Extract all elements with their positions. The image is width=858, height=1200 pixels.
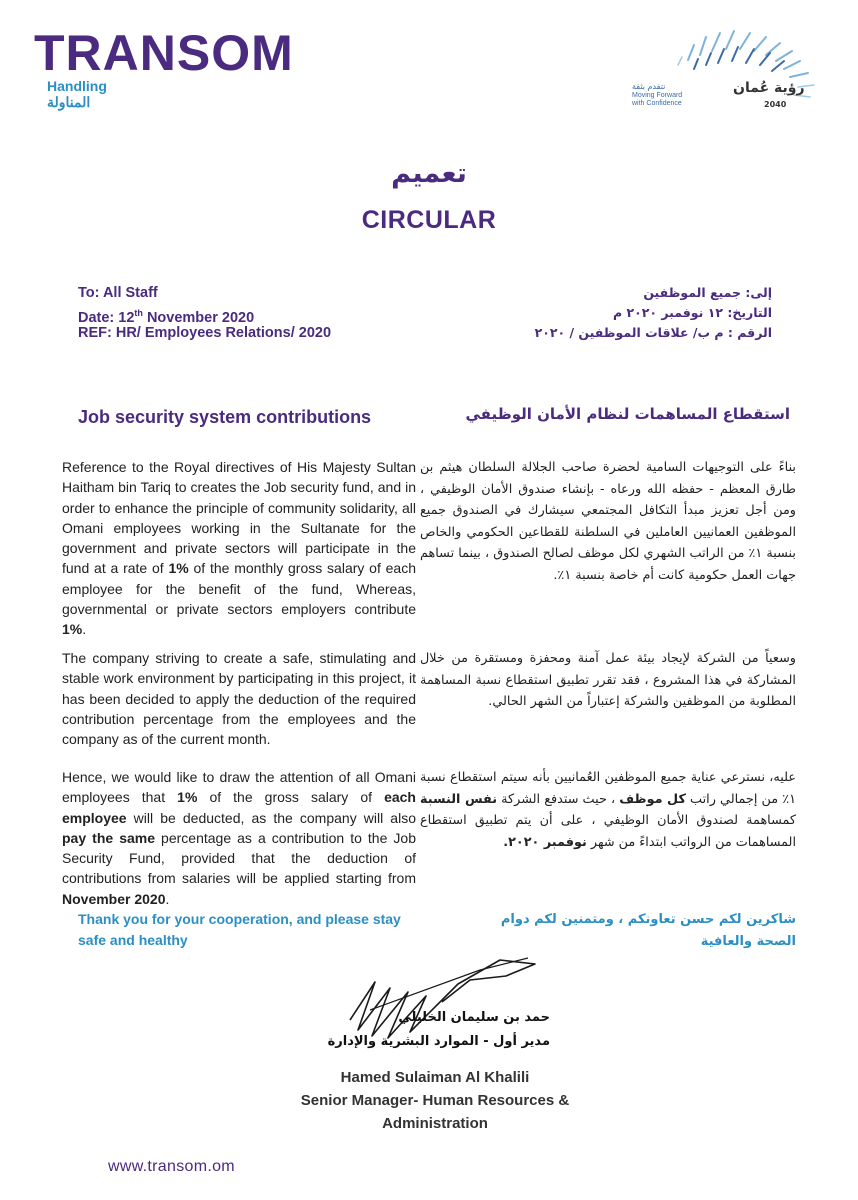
body-paragraph-en-2: The company striving to create a safe, stimulating and stable work environment by participating in this project, it has been decided to apply the deduction of the required contribution percentage from the employees and the company as of the current month. xyxy=(62,650,416,748)
body-paragraph-ar-1: بناءً على التوجيهات السامية لحضرة صاحب الجلالة السلطان هيثم بن طارق المعظم - حفظه الله ورعاه - بإنشاء صندوق الأمان الوظيفي ، ومن أجل تعزيز مبدأ التكافل المجتمعي سيشارك في الصندوق جميع الموظفين العمانيين العاملين في السلطنة للقطاعين الحكومي والخاص بنسبة ١٪ من الراتب الشهري لكل موظف لصالح الصندوق ، بينما تساهم جهات العمل حكومية كانت أم خاصة بنسبة ١٪. xyxy=(420,460,796,583)
subject-heading-en: Job security system contributions xyxy=(78,407,372,427)
website-link[interactable]: www.transom.om xyxy=(108,1158,235,1175)
title-english: CIRCULAR xyxy=(361,206,497,234)
vision-tagline-en-line1: Moving Forward xyxy=(632,92,683,99)
body-paragraph-en-3: Hence, we would like to draw the attention of all Omani employees that 1% of the gross salary of each employee will be deducted, as the company will also pay the same percentage as a contribution to the Job Security Fund, provided that the deduction of contributions from salaries will be applied starting from November 2020. xyxy=(62,769,416,907)
signatory-title-en-1: Senior Manager- Human Resources & xyxy=(300,1092,570,1109)
date-line-ar: التاريخ: ١٢ نوفمبر ٢٠٢٠ م xyxy=(612,305,772,320)
signatory-block-en xyxy=(270,1066,600,1135)
body-paragraph-ar-2: وسعياً من الشركة لإيجاد بيئة عمل آمنة ومحفزة ومستقرة من خلال المشاركة في هذا المشروع ، فقد تقرر تطبيق استقطاع نسبة المساهمة المطلوبة من الموظفين والشركة إعتباراً من الشهر الحالي. xyxy=(420,651,796,709)
date-month-year: November 2020 xyxy=(142,309,255,326)
body-paragraph-en-1: Reference to the Royal directives of His Majesty Sultan Haitham bin Tariq to creates the Job security fund, and in order to enhance the principle of community solidarity, all Omani employees working in the Sultanate for the government and private sectors will participate in the fund at a rate of 1% of the monthly gross salary of each employee for the benefit of the fund, Whereas, governmental or private sectors employers contribute 1%. xyxy=(62,459,417,638)
signatory-title-ar: مدير أول - الموارد البشرية والإدارة xyxy=(327,1034,550,1049)
vision-year: 2040 xyxy=(764,100,787,109)
date-prefix: Date: 12 xyxy=(78,309,135,326)
body-paragraph-ar-3: عليه، نسترعي عناية جميع الموظفين العُمانيين بأنه سيتم استقطاع نسبة ١٪ من إجمالي راتب كل موظف ، حيث ستدفع الشركة نفس النسبة كمساهمة لصندوق الأمان الوظيفي ، على أن يتم تطبيق استقطاع المساهمات من الرواتب ابتداءً من شهر نوفمبر ٢٠٢٠. xyxy=(420,770,796,850)
vision-tagline-en-line2: with Confidence xyxy=(632,100,682,107)
to-line-en: To: All Staff xyxy=(78,285,158,301)
vision-tagline-ar: نتقدم بثقة xyxy=(632,82,666,91)
closing-en: Thank you for your cooperation, and please stay safe and healthy xyxy=(78,911,401,948)
handwritten-signature xyxy=(330,940,550,1040)
subject-heading-ar: استقطاع المساهمات لنظام الأمان الوظيفي xyxy=(465,405,790,423)
vision-tagline-en xyxy=(632,92,682,108)
company-logo: TRANSOM xyxy=(34,25,294,81)
ref-line-en: REF: HR/ Employees Relations/ 2020 xyxy=(78,325,332,341)
title-arabic: تعميم xyxy=(391,158,467,189)
ref-line-ar: الرقم : م ب/ علاقات الموظفين / ٢٠٢٠ xyxy=(534,325,772,340)
logo-subtitle-ar: المناولة xyxy=(47,94,91,110)
logo-subtitle-en: Handling xyxy=(47,78,107,94)
vision-brand-ar: رؤية عُمان xyxy=(733,80,805,96)
closing-ar: شاكرين لكم حسن تعاونكم ، ومتمنين لكم دوام الصحة والعافية xyxy=(500,912,796,949)
signatory-title-en-2: Administration xyxy=(382,1115,488,1132)
date-suffix-sup: th xyxy=(134,308,143,318)
oman-vision-emblem xyxy=(628,25,828,125)
logo-subtitle xyxy=(47,78,107,110)
signatory-name-ar: حمد بن سليمان الخليلي xyxy=(398,1010,550,1025)
signatory-name-en: Hamed Sulaiman Al Khalili xyxy=(340,1069,530,1086)
to-line-ar: إلى: جميع الموظفين xyxy=(643,285,772,300)
